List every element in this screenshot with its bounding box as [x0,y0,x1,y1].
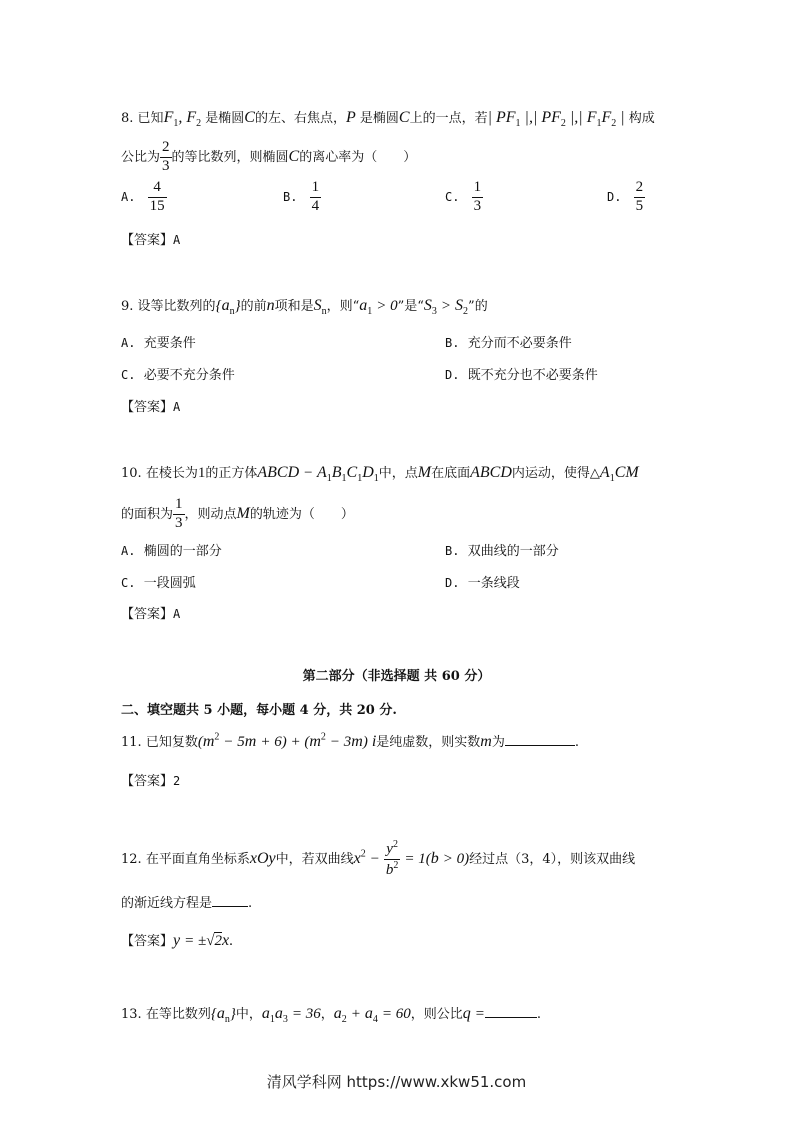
q10-option-a: A. 椭圆的一部分 [121,544,222,559]
q10-option-c: C. 一段圆弧 [121,576,196,591]
q10-answer: 【答案】A [121,607,181,622]
q9-option-b: B. 充分而不必要条件 [445,336,572,351]
q11-answer: 【答案】2 [121,774,181,789]
q8-distances: | $PF_1$ |,| $PF_2$ |,| $F_1F_2$ | [487,109,625,130]
q10-number: 10. [121,466,142,481]
q8-line2: 公比为 $\frac{2}{3}$ 的等比数列，则椭圆C的离心率为（ ） [121,139,417,174]
q8-answer: 【答案】A [121,233,181,248]
q8-ratio-fraction: $\frac{2}{3}$ [162,139,170,174]
q9-condition-1: $a_1 > 0$ [359,297,398,318]
q12-answer: 【答案】y = ±√2x. [121,932,233,949]
page-footer: 清风学科网 https://www.xkw51.com [266,1073,527,1091]
q12-line1: 12. 在平面直角坐标系xOy中，若双曲线$x^2$ − $\frac{y^2}{b^2}$ = 1(b > 0)经过点（3，4），则该双曲线 [121,839,636,878]
q9-option-d: D. 既不充分也不必要条件 [445,368,598,383]
q9-condition-2: $S_3 > S_2$ [423,297,469,318]
q13-answer-blank [485,1005,537,1018]
q13-number: 13. [121,1007,142,1022]
q12-answer-blank [212,894,248,907]
q9-number: 9. [121,299,134,314]
q10-line1: 10. 在棱长为1的正方体ABCD − $A_1B_1C_1D_1$中，点M在底面ABCD内运动，使得$\triangle A_1CM$ [121,464,639,485]
q9-option-c: C. 必要不充分条件 [121,368,235,383]
q8-foci: $F_1$, $F_2$ [163,109,202,130]
q8-option-c: C. $\frac{1}{3}$ [445,179,482,214]
q12-number: 12. [121,851,142,867]
q11-complex-number: $(m^2 - 5m + 6) + (m^2 - 3m)$ i [197,731,377,750]
q9-sequence: $\{a_n\}$ [215,297,241,318]
q12-line2: 的渐近线方程是 . [121,896,253,911]
q11-answer-blank [505,733,575,746]
part2-section-heading: 二、填空题共 5 小题，每小题 4 分，共 20 分. [121,703,397,718]
q10-option-d: D. 一条线段 [445,576,520,591]
q11-line1: 11. 已知复数$(m^2 - 5m + 6) + (m^2 - 3m)$ i是纯虚数，则实数m为 . [121,731,580,750]
q8-option-a: A. $\frac{4}{15}$ [121,179,165,214]
q9-option-a: A. 充要条件 [121,336,196,351]
q9-line1: 9. 设等比数列的$\{a_n\}$的前n项和是$S_n$，则“$a_1 > 0$”是“$S_3 > S_2$”的 [121,297,488,318]
part2-title: 第二部分（非选择题 共 60 分） [302,669,491,684]
q11-number: 11. [121,735,142,750]
q10-area-fraction: $\frac{1}{3}$ [175,496,183,531]
q9-answer: 【答案】A [121,400,181,415]
q12-answer-formula: y = ±√2x [173,932,230,949]
q8-option-b: B. $\frac{1}{4}$ [283,179,320,214]
q10-line2: 的面积为 $\frac{1}{3}$ ，则动点M的轨迹为（ ） [121,496,354,531]
q10-cube: ABCD − $A_1B_1C_1D_1$ [257,464,379,485]
q12-hyperbola: $x^2$ − $\frac{y^2}{b^2}$ = 1(b > 0) [353,839,470,878]
q8-number: 8. [121,111,134,126]
q8-line1: 8. 已知$F_1$, $F_2$ 是椭圆C的左、右焦点，P 是椭圆C上的一点，若| $PF_1$ |,| $PF_2$ |,| $F_1F_2$ | 构成 [121,109,655,130]
q13-line1: 13. 在等比数列$\{a_n\}$中，$a_1a_3 = 36$，$a_2 + a_4 = 60$，则公比q = . [121,1005,542,1026]
q8-option-d: D. $\frac{2}{5}$ [607,179,644,214]
q10-option-b: B. 双曲线的一部分 [445,544,559,559]
